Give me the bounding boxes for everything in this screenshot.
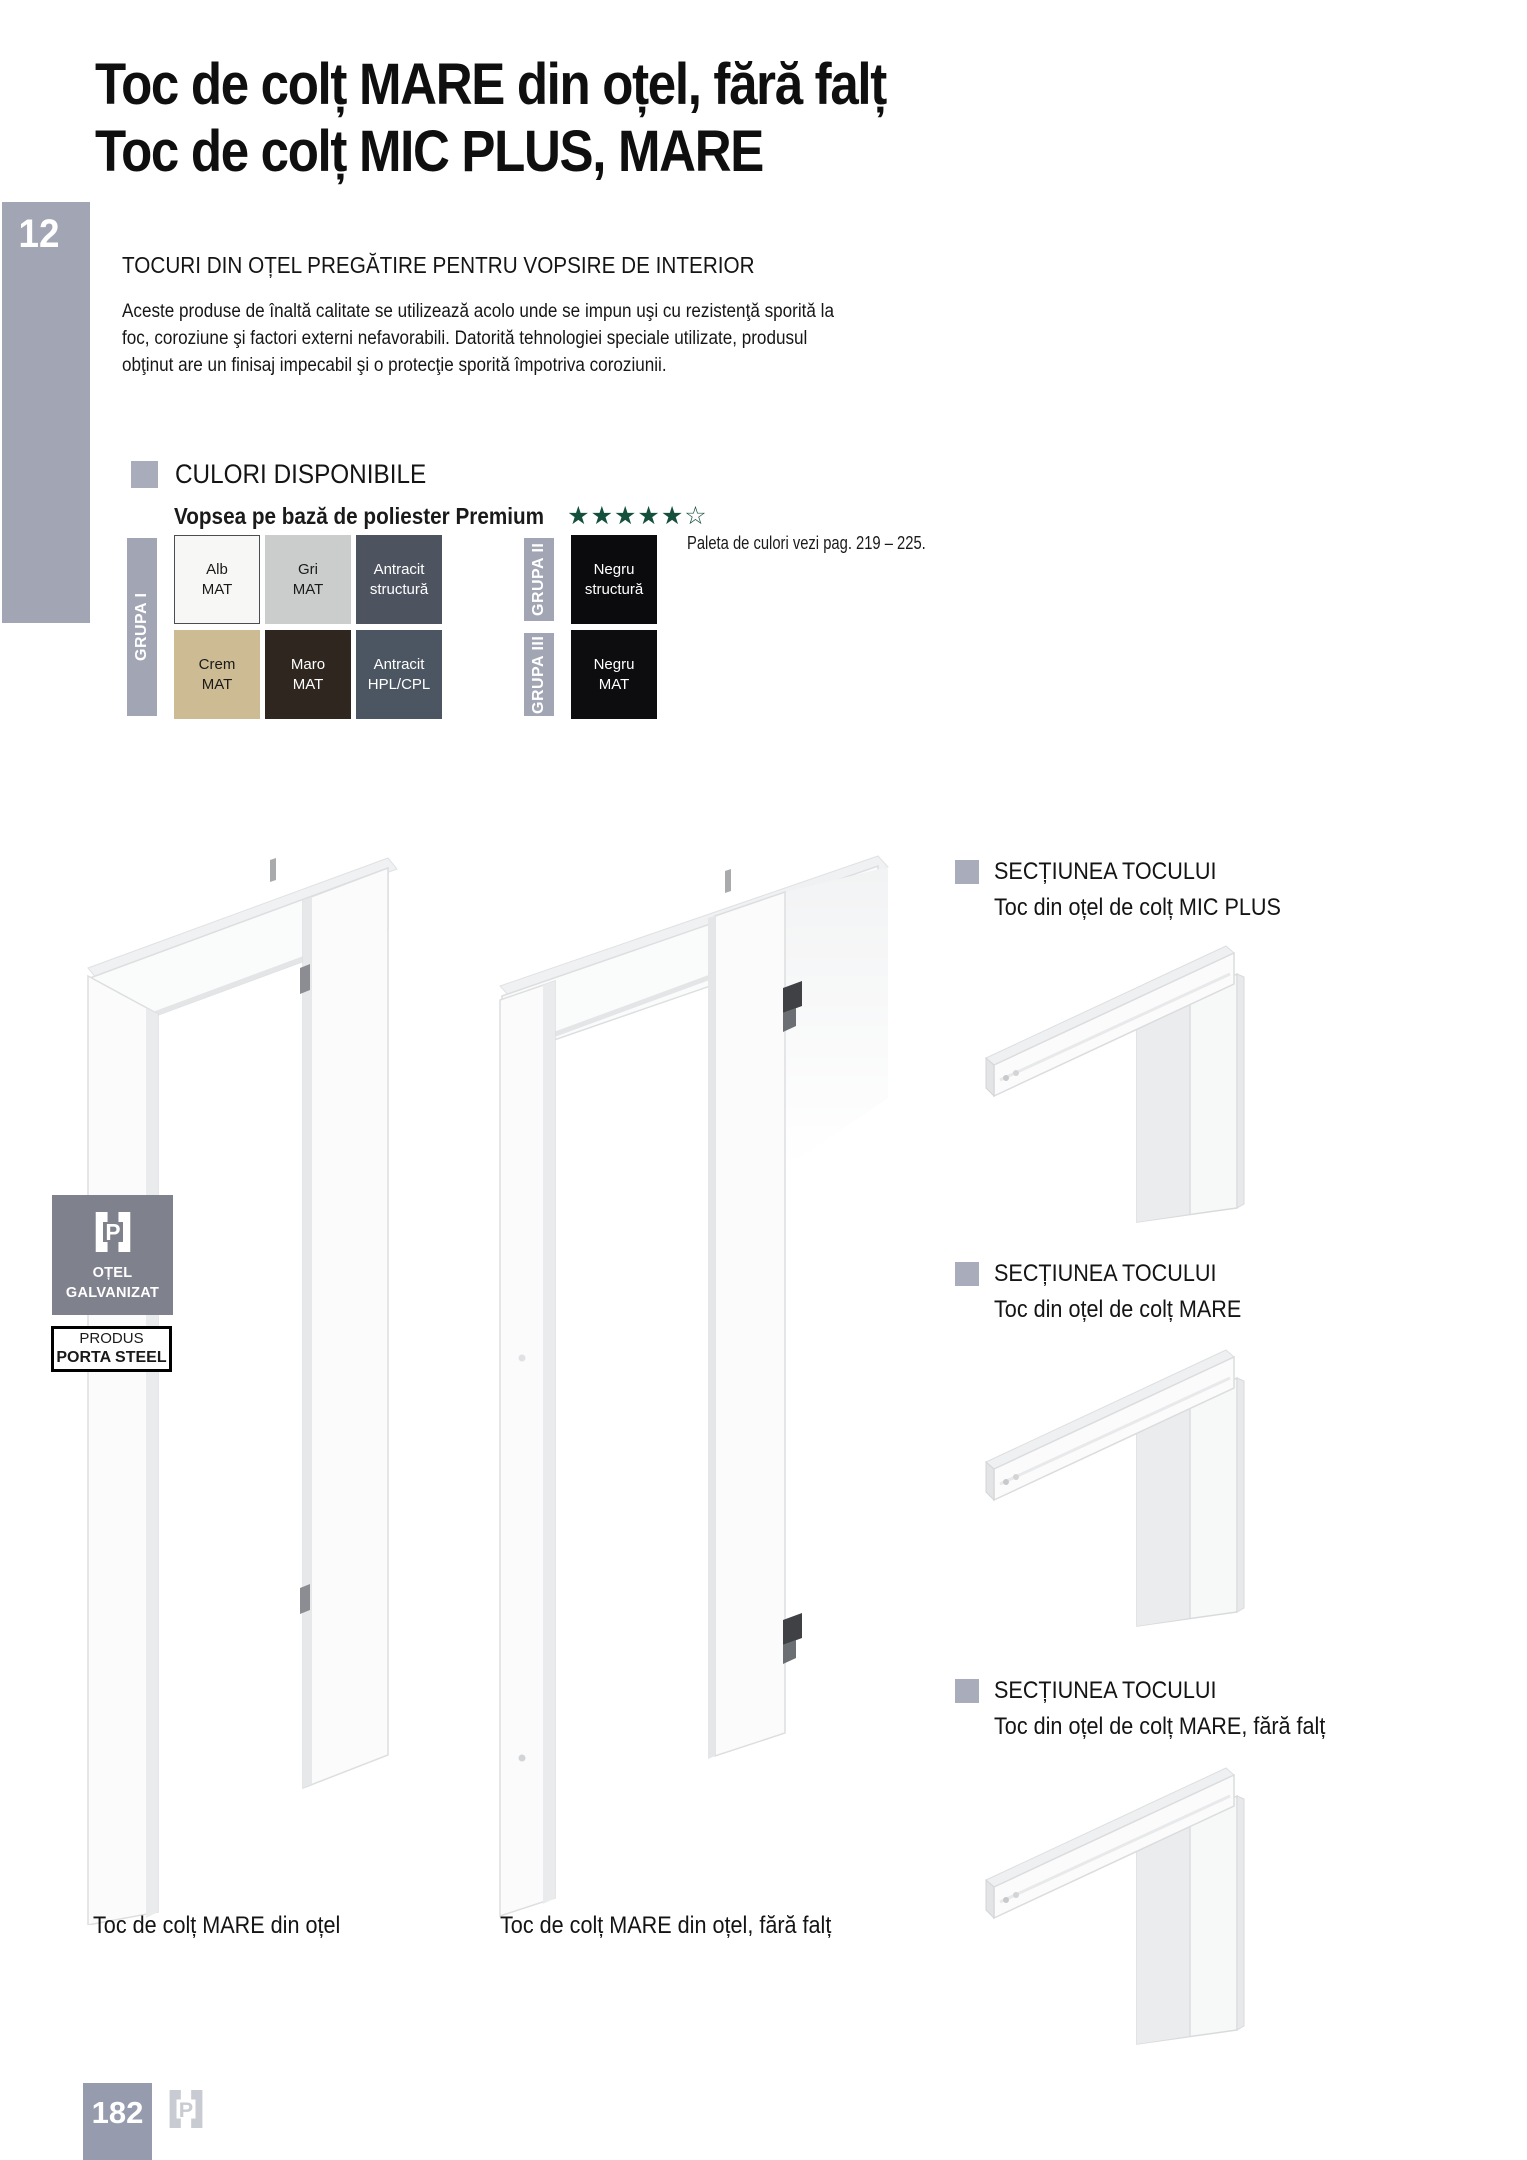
- product-box-line2: PORTA STEEL: [56, 1349, 167, 1367]
- steel-badge-label: OȚEL GALVANIZAT: [65, 1265, 160, 1301]
- swatch-area: [127, 535, 657, 719]
- frame-illustration-mare: [70, 850, 410, 1925]
- color-swatch: Crem MAT: [174, 630, 260, 719]
- chapter-number: 12: [18, 212, 60, 256]
- product-box-line1: PRODUS: [79, 1330, 144, 1348]
- colors-heading-label: CULORI DISPONIBILE: [175, 459, 427, 489]
- page-subtitle: TOCURI DIN OȚEL PREGĂTIRE PENTRU VOPSIRE DE INTERIOR: [122, 252, 755, 278]
- color-group: [524, 630, 657, 719]
- star-rating: ★★★★★☆: [567, 502, 708, 530]
- page-title: [95, 52, 886, 185]
- svg-text:P: P: [104, 1219, 121, 1246]
- section-illustration-mare: [960, 1332, 1330, 1632]
- page-title-line1: Toc de colț MARE din oțel, fără falț: [95, 52, 886, 117]
- color-swatch: Antracit HPL/CPL: [356, 630, 442, 719]
- intro-line: obţinut are un finisaj impecabil şi o protecţie sporită împotriva coroziunii.: [122, 354, 667, 376]
- caption-right: Toc de colț MARE din oțel, fără falț: [500, 1912, 832, 1939]
- section-subtitle: Toc din oțel de colț MARE: [994, 1296, 1242, 1323]
- section-title: SECȚIUNEA TOCULUI: [994, 858, 1217, 885]
- section-subtitle: Toc din oțel de colț MARE, fără falț: [994, 1713, 1326, 1740]
- section-title: SECȚIUNEA TOCULUI: [994, 1677, 1217, 1704]
- color-swatch: Negru structură: [571, 535, 657, 624]
- section-subtitle: Toc din oțel de colț MIC PLUS: [994, 894, 1281, 921]
- color-group: [127, 535, 442, 719]
- svg-text:P: P: [178, 2096, 194, 2122]
- group-label: GRUPA III: [524, 633, 554, 716]
- color-group: [524, 535, 657, 624]
- caption-left: Toc de colț MARE din oțel: [93, 1912, 341, 1939]
- square-bullet-icon: [955, 860, 979, 884]
- porta-steel-product-box: [51, 1326, 172, 1372]
- paint-rating-row: [174, 503, 708, 530]
- chapter-sidebar: [2, 202, 90, 623]
- section-header-mic-plus: [955, 858, 1313, 922]
- square-bullet-icon: [131, 461, 158, 488]
- section-header-mare-fara-falt: [955, 1677, 1362, 1741]
- group-label: GRUPA I: [127, 538, 157, 716]
- color-swatch: Maro MAT: [265, 630, 351, 719]
- color-swatch: Gri MAT: [265, 535, 351, 624]
- group-label: GRUPA II: [524, 538, 554, 621]
- section-illustration-mic-plus: [960, 928, 1330, 1228]
- section-header-mare: [955, 1260, 1269, 1324]
- paint-type-label: Vopsea pe bază de poliester Premium: [174, 503, 545, 529]
- page-number: 182: [91, 2095, 144, 2130]
- section-title: SECȚIUNEA TOCULUI: [994, 1260, 1217, 1287]
- intro-line: Aceste produse de înaltă calitate se utilizează acolo unde se impun uşi cu rezistenţă sporită la: [122, 301, 834, 322]
- square-bullet-icon: [955, 1679, 979, 1703]
- porta-footer-logo-icon: [167, 2086, 205, 2132]
- intro-paragraph: [122, 299, 834, 380]
- frame-illustration-mare-fara-falt: [480, 838, 900, 1928]
- colors-heading: [131, 459, 454, 490]
- porta-logo-icon: [93, 1207, 133, 1257]
- square-bullet-icon: [955, 1262, 979, 1286]
- intro-line: foc, coroziune şi factori externi nefavorabili. Datorită tehnologiei speciale utilizate, produsul: [122, 327, 808, 349]
- color-swatch: Alb MAT: [174, 535, 260, 624]
- galvanized-steel-badge: [52, 1195, 173, 1315]
- palette-note: Paleta de culori vezi pag. 219 – 225.: [687, 533, 926, 553]
- color-swatch: Antracit structură: [356, 535, 442, 624]
- page-number-box: [83, 2083, 152, 2160]
- color-swatch: Negru MAT: [571, 630, 657, 719]
- section-illustration-mare-fara-falt: [960, 1750, 1330, 2050]
- page-title-line2: Toc de colț MIC PLUS, MARE: [95, 118, 763, 184]
